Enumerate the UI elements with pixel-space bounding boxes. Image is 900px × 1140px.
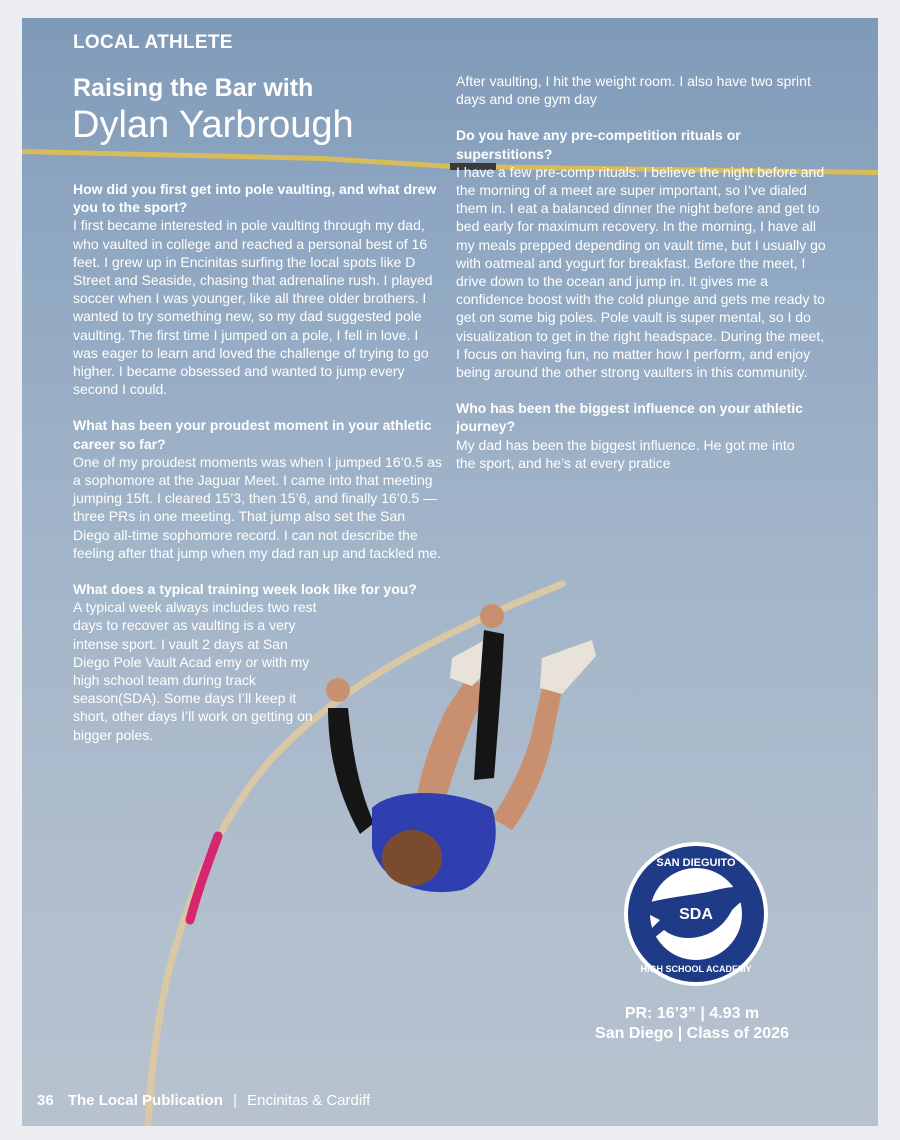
section-label: LOCAL ATHLETE bbox=[73, 32, 233, 53]
vaulter-shoe-right bbox=[540, 640, 596, 694]
page-footer bbox=[37, 1092, 370, 1109]
athlete-name: Dylan Yarbrough bbox=[72, 104, 354, 146]
publication-location: Encinitas & Cardiff bbox=[247, 1092, 371, 1109]
question: Do you have any pre-competition rituals or superstitions? bbox=[456, 127, 741, 162]
location-class: San Diego | Class of 2026 bbox=[595, 1025, 789, 1042]
question: What has been your proudest moment in your athletic career so far? bbox=[73, 417, 432, 452]
question: How did you first get into pole vaulting, and what drew you to the sport? bbox=[73, 181, 437, 216]
footer-separator: | bbox=[233, 1092, 237, 1109]
answer: One of my proudest moments was when I jumped 16’0.5 as a sophomore at the Jaguar Meet. I came into that meeting jumping 15ft. I cleared 15’3, then 15’6, and finally 16’0.5 — three PRs in one meeting. That jump also set the San Diego all-time sophomore record. I can not describe the feeling after that jump when my dad ran up and tackled me. bbox=[73, 453, 442, 561]
answer: I have a few pre-comp rituals. I believe the night before and the morning of a meet are super important, so I’ve dialed them in. I eat a balanced dinner the night before and get to bed early for maximum recovery. In the morning, I have all my meals prepped depending on vault time, but I usually go with oatmeal and yogurt for breakfast. Before the meet, I drive down to the ocean and jump in. It gives me a confidence boost with the cold plunge and gets me ready to get on some big poles. Pole vault is super mental, so I do visualization to get in the right headspace. During the meet, I focus on having fun, no matter how I perform, and enjoy being around the other strong vaulters in this community. bbox=[456, 163, 826, 381]
logo-bottom-text: HIGH SCHOOL ACADEMY bbox=[640, 964, 752, 974]
publication-name: The Local Publication bbox=[67, 1092, 223, 1109]
answer: My dad has been the biggest influence. He got me into the sport, and he’s at every pratice bbox=[456, 436, 795, 471]
logo-top-text: SAN DIEGUITO bbox=[656, 857, 736, 869]
athlete-stats bbox=[582, 1004, 802, 1044]
magazine-page bbox=[22, 18, 878, 1126]
right-column bbox=[456, 72, 826, 472]
logo-center-text: SDA bbox=[679, 906, 713, 923]
vaulter-right-leg bbox=[492, 688, 562, 830]
answer-continued: After vaulting, I hit the weight room. I also have two sprint days and one gym day bbox=[456, 73, 811, 108]
answer: A typical week always includes two rest days to recover as vaulting is a very intense sport. I vault 2 days at San Diego Pole Vault Acad emy or with my high school team during track season(SDA). Some days I’ll keep it short, other days I’ll work on getting on bigger poles. bbox=[73, 599, 317, 743]
vaulter-head bbox=[382, 830, 442, 886]
question: Who has been the biggest influence on your athletic journey? bbox=[456, 400, 803, 435]
vaulter-hand-right bbox=[480, 604, 504, 628]
pole-grip bbox=[190, 836, 218, 920]
school-logo bbox=[616, 840, 776, 988]
page-number: 36 bbox=[37, 1092, 54, 1109]
question: What does a typical training week look like for you? bbox=[73, 581, 417, 598]
article-title: Raising the Bar with bbox=[73, 74, 314, 102]
left-column bbox=[73, 180, 443, 744]
personal-record: PR: 16’3” | 4.93 m bbox=[624, 1005, 760, 1022]
answer: I first became interested in pole vaulting through my dad, who vaulted in college and reached a personal best of 16 feet. I grew up in Encinitas surfing the local spots like D Street and Seaside, chasing that adrenaline rush. I played soccer when I was younger, like all three older brothers. I wanted to try something new, so my dad suggested pole vaulting. The first time I jumped on a pole, I fell in love. I was eager to learn and loved the challenge of trying to go higher. I became obsessed and wanted to jump every second I could. bbox=[73, 217, 433, 398]
